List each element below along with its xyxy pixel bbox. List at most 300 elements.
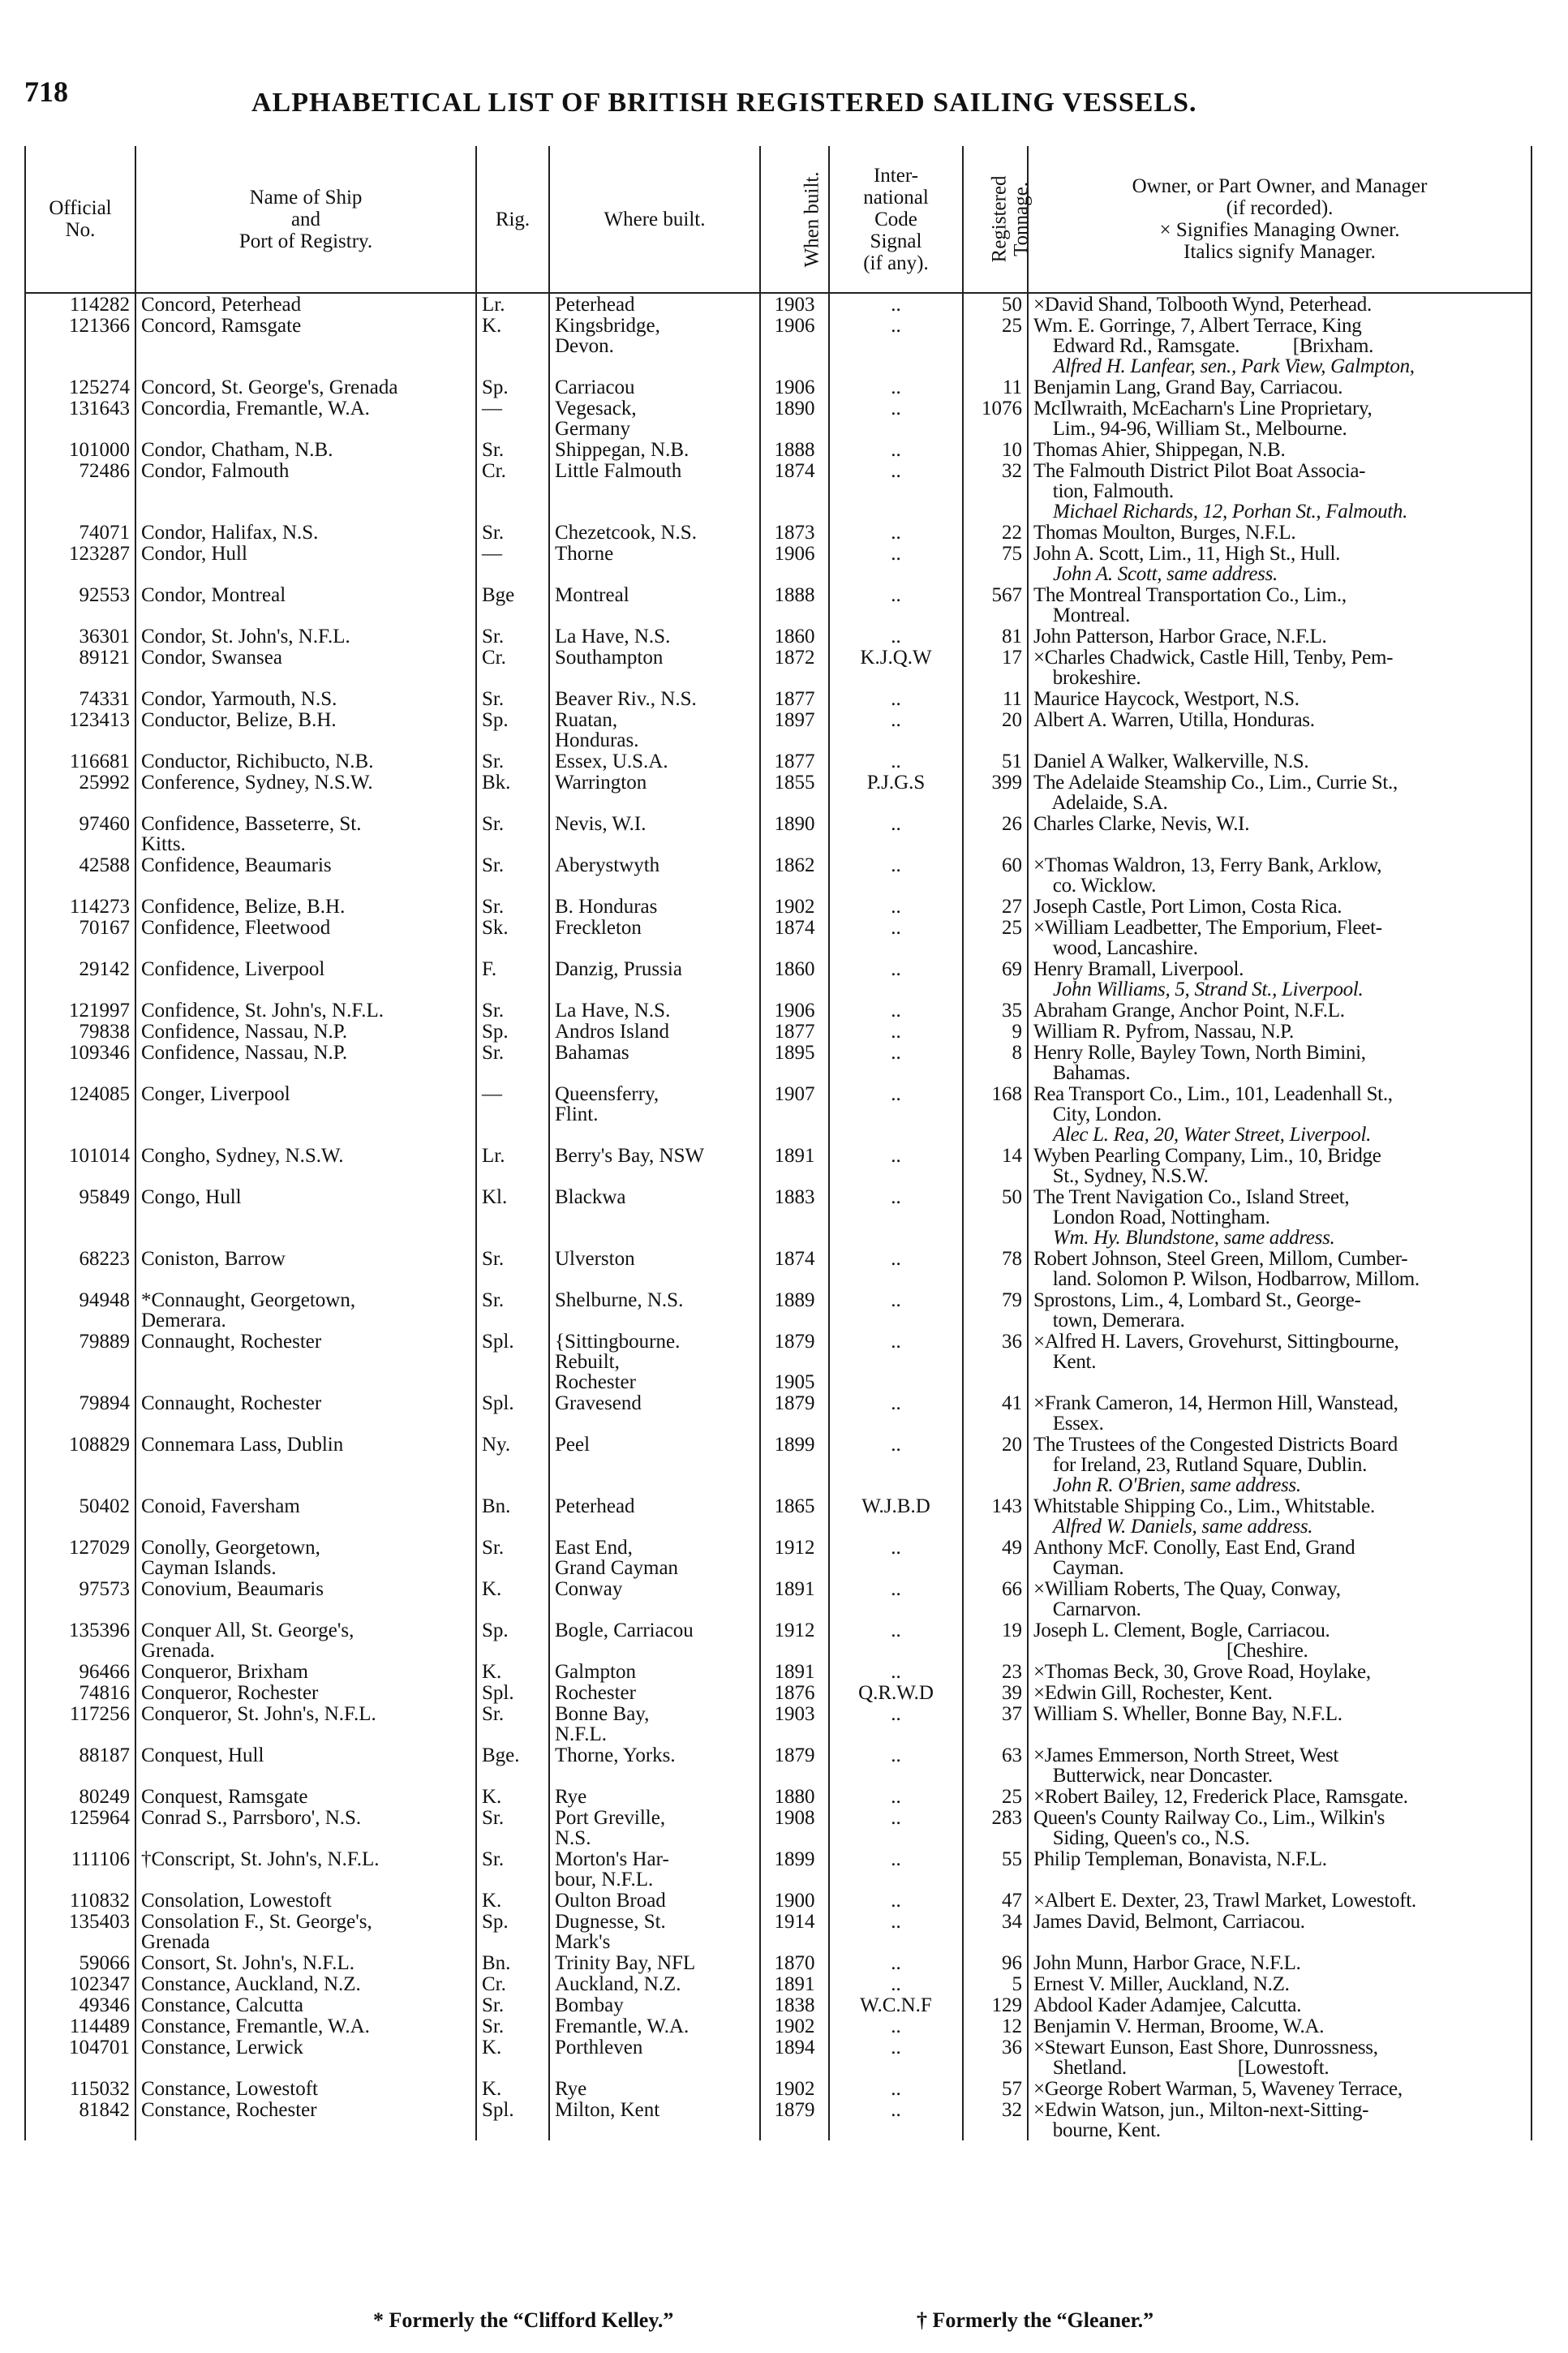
cell-where-built: Shippegan, N.B. xyxy=(549,439,760,460)
cell-when-built: 1894 xyxy=(760,2037,829,2078)
table-row xyxy=(26,2099,1531,2140)
cell-ship-name: Constance, Rochester xyxy=(135,2099,476,2140)
cell-where-built: Ulverston xyxy=(549,1248,760,1289)
owner-text: The Trent Navigation Co., Island Street, London Road, Nottingham. xyxy=(1033,1186,1350,1228)
cell-where-built: {Sittingbourne. Rebuilt, Rochester xyxy=(549,1331,760,1392)
owner-text: Joseph L. Clement, Bogle, Carriacou. [Cheshire. xyxy=(1033,1620,1330,1662)
cell-when-built: 1860 xyxy=(760,626,829,647)
cell-owner xyxy=(1028,1703,1531,1744)
cell-official-no: 125964 xyxy=(26,1807,135,1848)
cell-code-signal: P.J.G.S xyxy=(829,772,963,813)
cell-owner xyxy=(1028,1578,1531,1620)
cell-when-built: 1880 xyxy=(760,1786,829,1807)
table-row xyxy=(26,315,1531,376)
cell-where-built: Trinity Bay, NFL xyxy=(549,1952,760,1973)
cell-ship-name: Condor, Falmouth xyxy=(135,460,476,522)
table-row xyxy=(26,772,1531,813)
table-row xyxy=(26,1744,1531,1786)
owner-text: Anthony McF. Conolly, East End, Grand Cayman. xyxy=(1033,1537,1355,1579)
cell-code-signal: .. xyxy=(829,543,963,584)
table-row xyxy=(26,2015,1531,2037)
cell-ship-name: Condor, Swansea xyxy=(135,647,476,688)
cell-tonnage: 27 xyxy=(963,896,1028,917)
table-row xyxy=(26,647,1531,688)
cell-where-built: Aberystwyth xyxy=(549,854,760,896)
table-row xyxy=(26,376,1531,398)
cell-official-no: 121997 xyxy=(26,1000,135,1021)
cell-rig: Cr. xyxy=(476,460,549,522)
table-row xyxy=(26,1042,1531,1083)
cell-code-signal: W.C.N.F xyxy=(829,1994,963,2015)
cell-where-built: B. Honduras xyxy=(549,896,760,917)
cell-when-built: 1860 xyxy=(760,958,829,1000)
page-title: ALPHABETICAL LIST OF BRITISH REGISTERED SAILING VESSELS. xyxy=(251,88,1197,118)
cell-when-built: 1877 xyxy=(760,1021,829,1042)
cell-when-built: 1879 xyxy=(760,1744,829,1786)
table-row xyxy=(26,1807,1531,1848)
cell-where-built: Galmpton xyxy=(549,1661,760,1682)
owner-text: Benjamin Lang, Grand Bay, Carriacou. xyxy=(1033,376,1343,398)
cell-ship-name: Congho, Sydney, N.S.W. xyxy=(135,1145,476,1186)
cell-rig: Sp. xyxy=(476,376,549,398)
cell-official-no: 116681 xyxy=(26,751,135,772)
cell-when-built: 1914 xyxy=(760,1911,829,1952)
cell-official-no: 29142 xyxy=(26,958,135,1000)
cell-ship-name: Concord, St. George's, Grenada xyxy=(135,376,476,398)
table-row xyxy=(26,958,1531,1000)
table-row xyxy=(26,1000,1531,1021)
cell-rig: Bk. xyxy=(476,772,549,813)
cell-owner xyxy=(1028,1848,1531,1890)
cell-owner xyxy=(1028,1000,1531,1021)
cell-ship-name: Constance, Fremantle, W.A. xyxy=(135,2015,476,2037)
owner-text: John Munn, Harbor Grace, N.F.L. xyxy=(1033,1952,1301,1974)
cell-official-no: 104701 xyxy=(26,2037,135,2078)
cell-where-built: Gravesend xyxy=(549,1392,760,1434)
cell-code-signal: .. xyxy=(829,1786,963,1807)
owner-text: Wm. E. Gorringe, 7, Albert Terrace, King Edward Rd., Ramsgate. [Brixham. xyxy=(1033,315,1374,357)
cell-owner xyxy=(1028,813,1531,854)
cell-ship-name: Condor, Hull xyxy=(135,543,476,584)
cell-ship-name: Conqueror, Rochester xyxy=(135,1682,476,1703)
cell-when-built: 1902 xyxy=(760,896,829,917)
cell-official-no: 50402 xyxy=(26,1495,135,1537)
cell-official-no: 59066 xyxy=(26,1952,135,1973)
cell-when-built: 1865 xyxy=(760,1495,829,1537)
cell-rig: — xyxy=(476,543,549,584)
cell-tonnage: 399 xyxy=(963,772,1028,813)
cell-where-built: Thorne xyxy=(549,543,760,584)
owner-text: Thomas Moulton, Burges, N.F.L. xyxy=(1033,522,1296,544)
cell-ship-name: Confidence, Beaumaris xyxy=(135,854,476,896)
cell-owner xyxy=(1028,460,1531,522)
cell-code-signal: .. xyxy=(829,2015,963,2037)
cell-rig: Sr. xyxy=(476,439,549,460)
header-signal: Inter- national Code Signal (if any). xyxy=(829,146,963,293)
table-row xyxy=(26,1786,1531,1807)
cell-code-signal: .. xyxy=(829,1848,963,1890)
cell-tonnage: 39 xyxy=(963,1682,1028,1703)
cell-where-built: Thorne, Yorks. xyxy=(549,1744,760,1786)
cell-where-built: Porthleven xyxy=(549,2037,760,2078)
cell-tonnage: 12 xyxy=(963,2015,1028,2037)
cell-owner xyxy=(1028,751,1531,772)
table-row xyxy=(26,1331,1531,1392)
cell-tonnage: 567 xyxy=(963,584,1028,626)
cell-rig: Cr. xyxy=(476,647,549,688)
owner-text: ×Albert E. Dexter, 23, Trawl Market, Lowestoft. xyxy=(1033,1890,1416,1912)
footnote-dagger: † Formerly the “Gleaner.” xyxy=(917,2308,1154,2332)
cell-tonnage: 81 xyxy=(963,626,1028,647)
cell-rig: — xyxy=(476,398,549,439)
cell-tonnage: 20 xyxy=(963,1434,1028,1495)
cell-owner xyxy=(1028,647,1531,688)
manager-text: Alfred H. Lanfear, sen., Park View, Galmpton, xyxy=(1053,355,1415,377)
owner-text: ×Frank Cameron, 14, Hermon Hill, Wanstead, Essex. xyxy=(1033,1392,1398,1435)
manager-text: Alec L. Rea, 20, Water Street, Liverpool. xyxy=(1053,1124,1372,1146)
cell-where-built: La Have, N.S. xyxy=(549,626,760,647)
owner-text: Benjamin V. Herman, Broome, W.A. xyxy=(1033,2015,1325,2037)
table-row xyxy=(26,1911,1531,1952)
cell-ship-name: Condor, Yarmouth, N.S. xyxy=(135,688,476,709)
owner-text: Abdool Kader Adamjee, Calcutta. xyxy=(1033,1994,1302,2016)
cell-rig: Sp. xyxy=(476,1620,549,1661)
table-row xyxy=(26,398,1531,439)
owner-text: Wyben Pearling Company, Lim., 10, Bridge St., Sydney, N.S.W. xyxy=(1033,1145,1381,1187)
cell-rig: — xyxy=(476,1083,549,1145)
cell-rig: Sr. xyxy=(476,1000,549,1021)
cell-where-built: Peel xyxy=(549,1434,760,1495)
table-row xyxy=(26,1145,1531,1186)
cell-code-signal: .. xyxy=(829,1661,963,1682)
cell-tonnage: 32 xyxy=(963,2099,1028,2140)
table-row xyxy=(26,584,1531,626)
cell-tonnage: 35 xyxy=(963,1000,1028,1021)
cell-tonnage: 11 xyxy=(963,376,1028,398)
cell-where-built: Ruatan, Honduras. xyxy=(549,709,760,751)
cell-official-no: 80249 xyxy=(26,1786,135,1807)
cell-rig: Sr. xyxy=(476,522,549,543)
table-row xyxy=(26,439,1531,460)
owner-text: ×James Emmerson, North Street, West Butterwick, near Doncaster. xyxy=(1033,1744,1339,1787)
cell-when-built: 1888 xyxy=(760,439,829,460)
cell-official-no: 109346 xyxy=(26,1042,135,1083)
cell-when-built: 1908 xyxy=(760,1807,829,1848)
cell-official-no: 115032 xyxy=(26,2078,135,2099)
cell-official-no: 131643 xyxy=(26,398,135,439)
cell-code-signal: .. xyxy=(829,1331,963,1392)
cell-owner xyxy=(1028,1186,1531,1248)
cell-code-signal: .. xyxy=(829,460,963,522)
owner-text: Ernest V. Miller, Auckland, N.Z. xyxy=(1033,1973,1290,1995)
cell-rig: Sr. xyxy=(476,813,549,854)
cell-ship-name: Confidence, Nassau, N.P. xyxy=(135,1042,476,1083)
cell-ship-name: Conrad S., Parrsboro', N.S. xyxy=(135,1807,476,1848)
cell-code-signal: .. xyxy=(829,751,963,772)
cell-ship-name: Conolly, Georgetown, Cayman Islands. xyxy=(135,1537,476,1578)
cell-tonnage: 32 xyxy=(963,460,1028,522)
cell-where-built: Little Falmouth xyxy=(549,460,760,522)
cell-rig: Sp. xyxy=(476,709,549,751)
vessel-table xyxy=(26,146,1531,2140)
cell-tonnage: 60 xyxy=(963,854,1028,896)
cell-where-built: Peterhead xyxy=(549,1495,760,1537)
cell-tonnage: 9 xyxy=(963,1021,1028,1042)
header-rig: Rig. xyxy=(476,146,549,293)
table-row xyxy=(26,460,1531,522)
cell-owner xyxy=(1028,522,1531,543)
cell-where-built: Beaver Riv., N.S. xyxy=(549,688,760,709)
header-where-built: Where built. xyxy=(549,146,760,293)
cell-where-built: Freckleton xyxy=(549,917,760,958)
cell-code-signal: .. xyxy=(829,1744,963,1786)
cell-owner xyxy=(1028,688,1531,709)
cell-code-signal: .. xyxy=(829,1911,963,1952)
cell-ship-name: Conquest, Hull xyxy=(135,1744,476,1786)
cell-owner xyxy=(1028,896,1531,917)
cell-tonnage: 283 xyxy=(963,1807,1028,1848)
cell-where-built: Auckland, N.Z. xyxy=(549,1973,760,1994)
cell-rig: Bn. xyxy=(476,1495,549,1537)
cell-when-built: 1890 xyxy=(760,398,829,439)
cell-code-signal: .. xyxy=(829,2078,963,2099)
cell-owner xyxy=(1028,1021,1531,1042)
table-row xyxy=(26,1703,1531,1744)
cell-ship-name: Confidence, St. John's, N.F.L. xyxy=(135,1000,476,1021)
cell-tonnage: 25 xyxy=(963,917,1028,958)
cell-ship-name: Consolation, Lowestoft xyxy=(135,1890,476,1911)
owner-text: ×William Leadbetter, The Emporium, Fleet- wood, Lancashire. xyxy=(1033,917,1382,959)
table-row xyxy=(26,1392,1531,1434)
owner-text: Daniel A Walker, Walkerville, N.S. xyxy=(1033,751,1309,772)
cell-code-signal: .. xyxy=(829,1392,963,1434)
cell-rig: Bge. xyxy=(476,1744,549,1786)
table-row xyxy=(26,813,1531,854)
cell-code-signal: .. xyxy=(829,1703,963,1744)
cell-tonnage: 14 xyxy=(963,1145,1028,1186)
cell-code-signal: .. xyxy=(829,854,963,896)
cell-ship-name: Consort, St. John's, N.F.L. xyxy=(135,1952,476,1973)
cell-when-built: 1906 xyxy=(760,543,829,584)
cell-when-built: 1912 xyxy=(760,1537,829,1578)
cell-where-built: Bogle, Carriacou xyxy=(549,1620,760,1661)
cell-when-built: 1890 xyxy=(760,813,829,854)
cell-official-no: 125274 xyxy=(26,376,135,398)
cell-code-signal: .. xyxy=(829,584,963,626)
cell-rig: K. xyxy=(476,2078,549,2099)
cell-owner xyxy=(1028,709,1531,751)
cell-when-built: 1838 xyxy=(760,1994,829,2015)
owner-text: Abraham Grange, Anchor Point, N.F.L. xyxy=(1033,1000,1345,1022)
cell-ship-name: Conquer All, St. George's, Grenada. xyxy=(135,1620,476,1661)
cell-rig: Sr. xyxy=(476,854,549,896)
cell-when-built: 1902 xyxy=(760,2015,829,2037)
cell-rig: Bn. xyxy=(476,1952,549,1973)
cell-owner xyxy=(1028,398,1531,439)
cell-official-no: 110832 xyxy=(26,1890,135,1911)
cell-code-signal: .. xyxy=(829,709,963,751)
cell-owner xyxy=(1028,1952,1531,1973)
cell-when-built: 1900 xyxy=(760,1890,829,1911)
cell-code-signal: .. xyxy=(829,1083,963,1145)
cell-ship-name: Conference, Sydney, N.S.W. xyxy=(135,772,476,813)
cell-rig: Spl. xyxy=(476,1682,549,1703)
table-row xyxy=(26,1289,1531,1331)
cell-owner xyxy=(1028,1289,1531,1331)
owner-text: Philip Templeman, Bonavista, N.F.L. xyxy=(1033,1848,1327,1870)
table-row xyxy=(26,1083,1531,1145)
cell-owner xyxy=(1028,584,1531,626)
cell-tonnage: 36 xyxy=(963,1331,1028,1392)
cell-when-built: 1873 xyxy=(760,522,829,543)
cell-rig: Spl. xyxy=(476,1331,549,1392)
cell-when-built: 1899 xyxy=(760,1848,829,1890)
page-number: 718 xyxy=(24,75,68,108)
owner-text: John Patterson, Harbor Grace, N.F.L. xyxy=(1033,626,1327,647)
cell-owner xyxy=(1028,1744,1531,1786)
cell-rig: Sr. xyxy=(476,1807,549,1848)
cell-rig: Sr. xyxy=(476,1703,549,1744)
cell-owner xyxy=(1028,917,1531,958)
cell-when-built: 1891 xyxy=(760,1661,829,1682)
table-body xyxy=(26,293,1531,2140)
cell-rig: Sk. xyxy=(476,917,549,958)
table-row xyxy=(26,1848,1531,1890)
table-row xyxy=(26,522,1531,543)
cell-when-built: 1874 xyxy=(760,917,829,958)
cell-ship-name: Confidence, Basseterre, St. Kitts. xyxy=(135,813,476,854)
owner-text: Charles Clarke, Nevis, W.I. xyxy=(1033,813,1250,835)
cell-where-built: East End, Grand Cayman xyxy=(549,1537,760,1578)
owner-text: ×Alfred H. Lavers, Grovehurst, Sittingbourne, Kent. xyxy=(1033,1331,1399,1373)
table-row xyxy=(26,854,1531,896)
cell-official-no: 89121 xyxy=(26,647,135,688)
cell-ship-name: Connaught, Rochester xyxy=(135,1392,476,1434)
cell-tonnage: 96 xyxy=(963,1952,1028,1973)
cell-where-built: Bahamas xyxy=(549,1042,760,1083)
cell-code-signal: .. xyxy=(829,626,963,647)
cell-official-no: 72486 xyxy=(26,460,135,522)
cell-rig: Sr. xyxy=(476,1248,549,1289)
cell-official-no: 25992 xyxy=(26,772,135,813)
cell-when-built: 1907 xyxy=(760,1083,829,1145)
cell-owner xyxy=(1028,315,1531,376)
cell-owner xyxy=(1028,958,1531,1000)
cell-when-built: 1879 1905 xyxy=(760,1331,829,1392)
cell-when-built: 1876 xyxy=(760,1682,829,1703)
cell-tonnage: 22 xyxy=(963,522,1028,543)
cell-tonnage: 69 xyxy=(963,958,1028,1000)
owner-text: ×George Robert Warman, 5, Waveney Terrace, xyxy=(1033,2078,1403,2100)
cell-code-signal: .. xyxy=(829,315,963,376)
owner-text: ×David Shand, Tolbooth Wynd, Peterhead. xyxy=(1033,294,1372,316)
cell-tonnage: 1076 xyxy=(963,398,1028,439)
cell-when-built: 1862 xyxy=(760,854,829,896)
owner-text: Henry Bramall, Liverpool. xyxy=(1033,958,1244,980)
owner-text: ×William Roberts, The Quay, Conway, Carnarvon. xyxy=(1033,1578,1341,1620)
cell-when-built: 1891 xyxy=(760,1973,829,1994)
owner-text: William R. Pyfrom, Nassau, N.P. xyxy=(1033,1021,1294,1043)
cell-rig: Bge xyxy=(476,584,549,626)
cell-when-built: 1872 xyxy=(760,647,829,688)
owner-text: ×Robert Bailey, 12, Frederick Place, Ramsgate. xyxy=(1033,1786,1408,1808)
cell-official-no: 70167 xyxy=(26,917,135,958)
table-row xyxy=(26,688,1531,709)
cell-tonnage: 34 xyxy=(963,1911,1028,1952)
owner-text: ×Charles Chadwick, Castle Hill, Tenby, Pem- brokeshire. xyxy=(1033,647,1394,689)
table-row xyxy=(26,1661,1531,1682)
cell-when-built: 1877 xyxy=(760,688,829,709)
cell-official-no: 81842 xyxy=(26,2099,135,2140)
cell-official-no: 101014 xyxy=(26,1145,135,1186)
cell-where-built: Warrington xyxy=(549,772,760,813)
table-row xyxy=(26,626,1531,647)
cell-owner xyxy=(1028,376,1531,398)
owner-text: Henry Rolle, Bayley Town, North Bimini, Bahamas. xyxy=(1033,1042,1366,1084)
cell-rig: Sr. xyxy=(476,1994,549,2015)
cell-where-built: Morton's Har- bour, N.F.L. xyxy=(549,1848,760,1890)
cell-tonnage: 143 xyxy=(963,1495,1028,1537)
cell-ship-name: Constance, Calcutta xyxy=(135,1994,476,2015)
cell-rig: Lr. xyxy=(476,293,549,315)
owner-text: Joseph Castle, Port Limon, Costa Rica. xyxy=(1033,896,1342,918)
cell-official-no: 95849 xyxy=(26,1186,135,1248)
owner-text: The Montreal Transportation Co., Lim., Montreal. xyxy=(1033,584,1347,626)
cell-code-signal: .. xyxy=(829,293,963,315)
cell-ship-name: Concordia, Fremantle, W.A. xyxy=(135,398,476,439)
table-row xyxy=(26,751,1531,772)
cell-where-built: Danzig, Prussia xyxy=(549,958,760,1000)
owner-text: The Adelaide Steamship Co., Lim., Currie St., Adelaide, S.A. xyxy=(1033,772,1398,814)
cell-when-built: 1903 xyxy=(760,1703,829,1744)
cell-when-built: 1897 xyxy=(760,709,829,751)
cell-official-no: 79894 xyxy=(26,1392,135,1434)
cell-code-signal: .. xyxy=(829,813,963,854)
cell-code-signal: .. xyxy=(829,688,963,709)
cell-code-signal: .. xyxy=(829,1807,963,1848)
manager-text: Alfred W. Daniels, same address. xyxy=(1053,1516,1313,1538)
cell-tonnage: 55 xyxy=(963,1848,1028,1890)
cell-where-built: La Have, N.S. xyxy=(549,1000,760,1021)
cell-official-no: 123413 xyxy=(26,709,135,751)
cell-official-no: 108829 xyxy=(26,1434,135,1495)
cell-tonnage: 26 xyxy=(963,813,1028,854)
owner-text: ×Stewart Eunson, East Shore, Dunrossness, Shetland. [Lowestoft. xyxy=(1033,2037,1378,2079)
cell-owner xyxy=(1028,1620,1531,1661)
cell-owner xyxy=(1028,293,1531,315)
cell-owner xyxy=(1028,2037,1531,2078)
cell-when-built: 1906 xyxy=(760,1000,829,1021)
cell-when-built: 1870 xyxy=(760,1952,829,1973)
cell-owner xyxy=(1028,1994,1531,2015)
table-row xyxy=(26,1537,1531,1578)
cell-code-signal: .. xyxy=(829,1973,963,1994)
cell-code-signal: W.J.B.D xyxy=(829,1495,963,1537)
cell-owner xyxy=(1028,2099,1531,2140)
table-row xyxy=(26,1973,1531,1994)
cell-official-no: 96466 xyxy=(26,1661,135,1682)
cell-tonnage: 11 xyxy=(963,688,1028,709)
cell-tonnage: 63 xyxy=(963,1744,1028,1786)
cell-owner xyxy=(1028,2015,1531,2037)
cell-ship-name: †Conscript, St. John's, N.F.L. xyxy=(135,1848,476,1890)
cell-rig: Sr. xyxy=(476,751,549,772)
cell-tonnage: 47 xyxy=(963,1890,1028,1911)
cell-ship-name: Conductor, Richibucto, N.B. xyxy=(135,751,476,772)
cell-owner xyxy=(1028,1331,1531,1392)
footnote-asterisk: * Formerly the “Clifford Kelley.” xyxy=(373,2308,674,2332)
cell-ship-name: Connemara Lass, Dublin xyxy=(135,1434,476,1495)
